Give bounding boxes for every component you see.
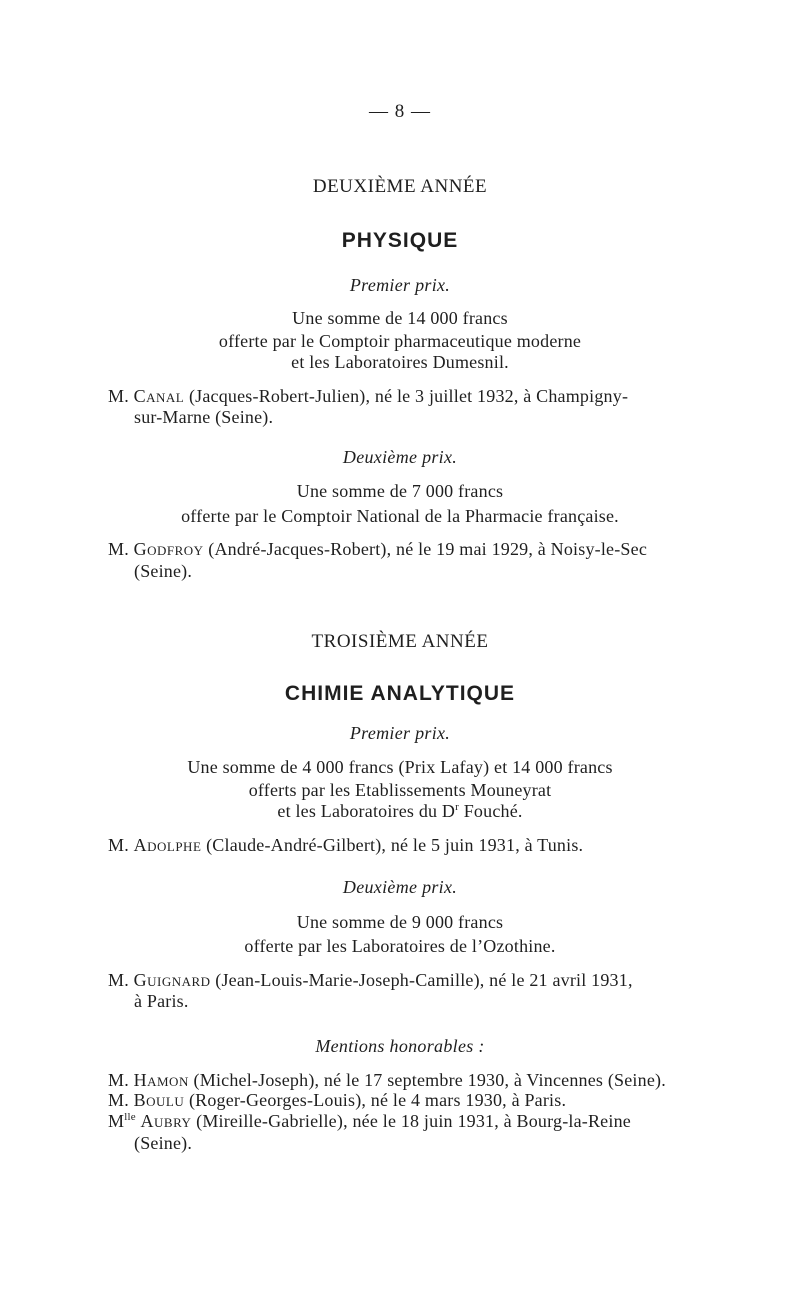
mention-details: (Roger-Georges-Louis), né le 4 mars 1930, à Paris.	[188, 1090, 567, 1110]
prize-heading-deuxieme: Deuxième prix.	[342, 877, 458, 897]
laureate-details-cont: sur-Marne (Seine).	[134, 407, 274, 427]
mention-name: Hamon	[133, 1070, 189, 1090]
mention-title: M.	[108, 1070, 129, 1090]
mention-name: Aubry	[140, 1111, 192, 1131]
prize-offer-line: et les Laboratoires Dumesnil.	[291, 352, 509, 372]
mention-title: M.	[108, 1090, 129, 1110]
prize-offer-line: offerte par le Comptoir National de la Pharmacie française.	[181, 506, 619, 526]
prize-heading-deuxieme: Deuxième prix.	[342, 447, 458, 467]
prize-heading-premier: Premier prix.	[349, 723, 451, 743]
laureate-name: Guignard	[133, 970, 211, 990]
laureate-details: (André-Jacques-Robert), né le 19 mai 1929, à Noisy-le-Sec	[208, 539, 648, 559]
mention-title-sup: lle	[124, 1111, 136, 1123]
offer-text: et les Laboratoires du D	[277, 801, 456, 821]
mention-entry	[108, 1090, 566, 1111]
prize-heading-premier: Premier prix.	[349, 275, 451, 295]
laureate-title: M.	[108, 386, 129, 406]
laureate-name: Adolphe	[133, 835, 202, 855]
laureate-name: Godfroy	[133, 539, 204, 559]
prize-offer-line: offerte par les Laboratoires de l’Ozothine.	[244, 936, 556, 956]
prize-offer-line: Une somme de 14 000 francs	[292, 308, 508, 328]
laureate-entry	[108, 835, 583, 856]
year-heading-deuxieme: DEUXIÈME ANNÉE	[312, 176, 488, 197]
mention-title-base: M	[108, 1111, 125, 1131]
laureate-details: (Jean-Louis-Marie-Joseph-Camille), né le 21 avril 1931,	[215, 970, 633, 990]
offer-sup: r	[455, 801, 460, 813]
laureate-entry	[108, 539, 647, 560]
laureate-details: (Jacques-Robert-Julien), né le 3 juillet 1932, à Champigny-	[188, 386, 629, 406]
laureate-details-cont: (Seine).	[134, 561, 193, 581]
year-heading-troisieme: TROISIÈME ANNÉE	[311, 631, 489, 652]
page-number: — 8 —	[369, 101, 431, 122]
prize-offer-line: Une somme de 4 000 francs (Prix Lafay) et 14 000 francs	[187, 757, 613, 777]
laureate-title: M.	[108, 835, 129, 855]
mention-entry	[108, 1111, 631, 1132]
subject-heading-physique: PHYSIQUE	[341, 229, 459, 252]
prize-offer-line	[0, 801, 800, 822]
offer-text: Fouché.	[459, 801, 523, 821]
prize-offer-line: offerts par les Etablissements Mouneyrat	[248, 780, 552, 800]
prize-offer-line: Une somme de 7 000 francs	[296, 481, 504, 501]
mention-entry	[108, 1070, 666, 1091]
subject-heading-chimie-analytique: CHIMIE ANALYTIQUE	[284, 682, 516, 705]
laureate-name: Canal	[133, 386, 185, 406]
prize-offer-line: Une somme de 9 000 francs	[296, 912, 504, 932]
mention-title	[108, 1111, 136, 1131]
mention-details-cont: (Seine).	[134, 1133, 193, 1153]
laureate-title: M.	[108, 970, 129, 990]
laureate-title: M.	[108, 539, 129, 559]
laureate-entry	[108, 386, 628, 407]
mention-name: Boulu	[133, 1090, 185, 1110]
laureate-entry	[108, 970, 633, 991]
laureate-details: (Claude-André-Gilbert), né le 5 juin 1931, à Tunis.	[206, 835, 584, 855]
mention-details: (Michel-Joseph), né le 17 septembre 1930, à Vincennes (Seine).	[193, 1070, 666, 1090]
prize-offer-line: offerte par le Comptoir pharmaceutique moderne	[218, 331, 582, 351]
laureate-details-cont: à Paris.	[134, 991, 189, 1011]
mention-details: (Mireille-Gabrielle), née le 18 juin 1931, à Bourg-la-Reine	[196, 1111, 631, 1131]
mentions-heading: Mentions honorables :	[315, 1036, 485, 1056]
